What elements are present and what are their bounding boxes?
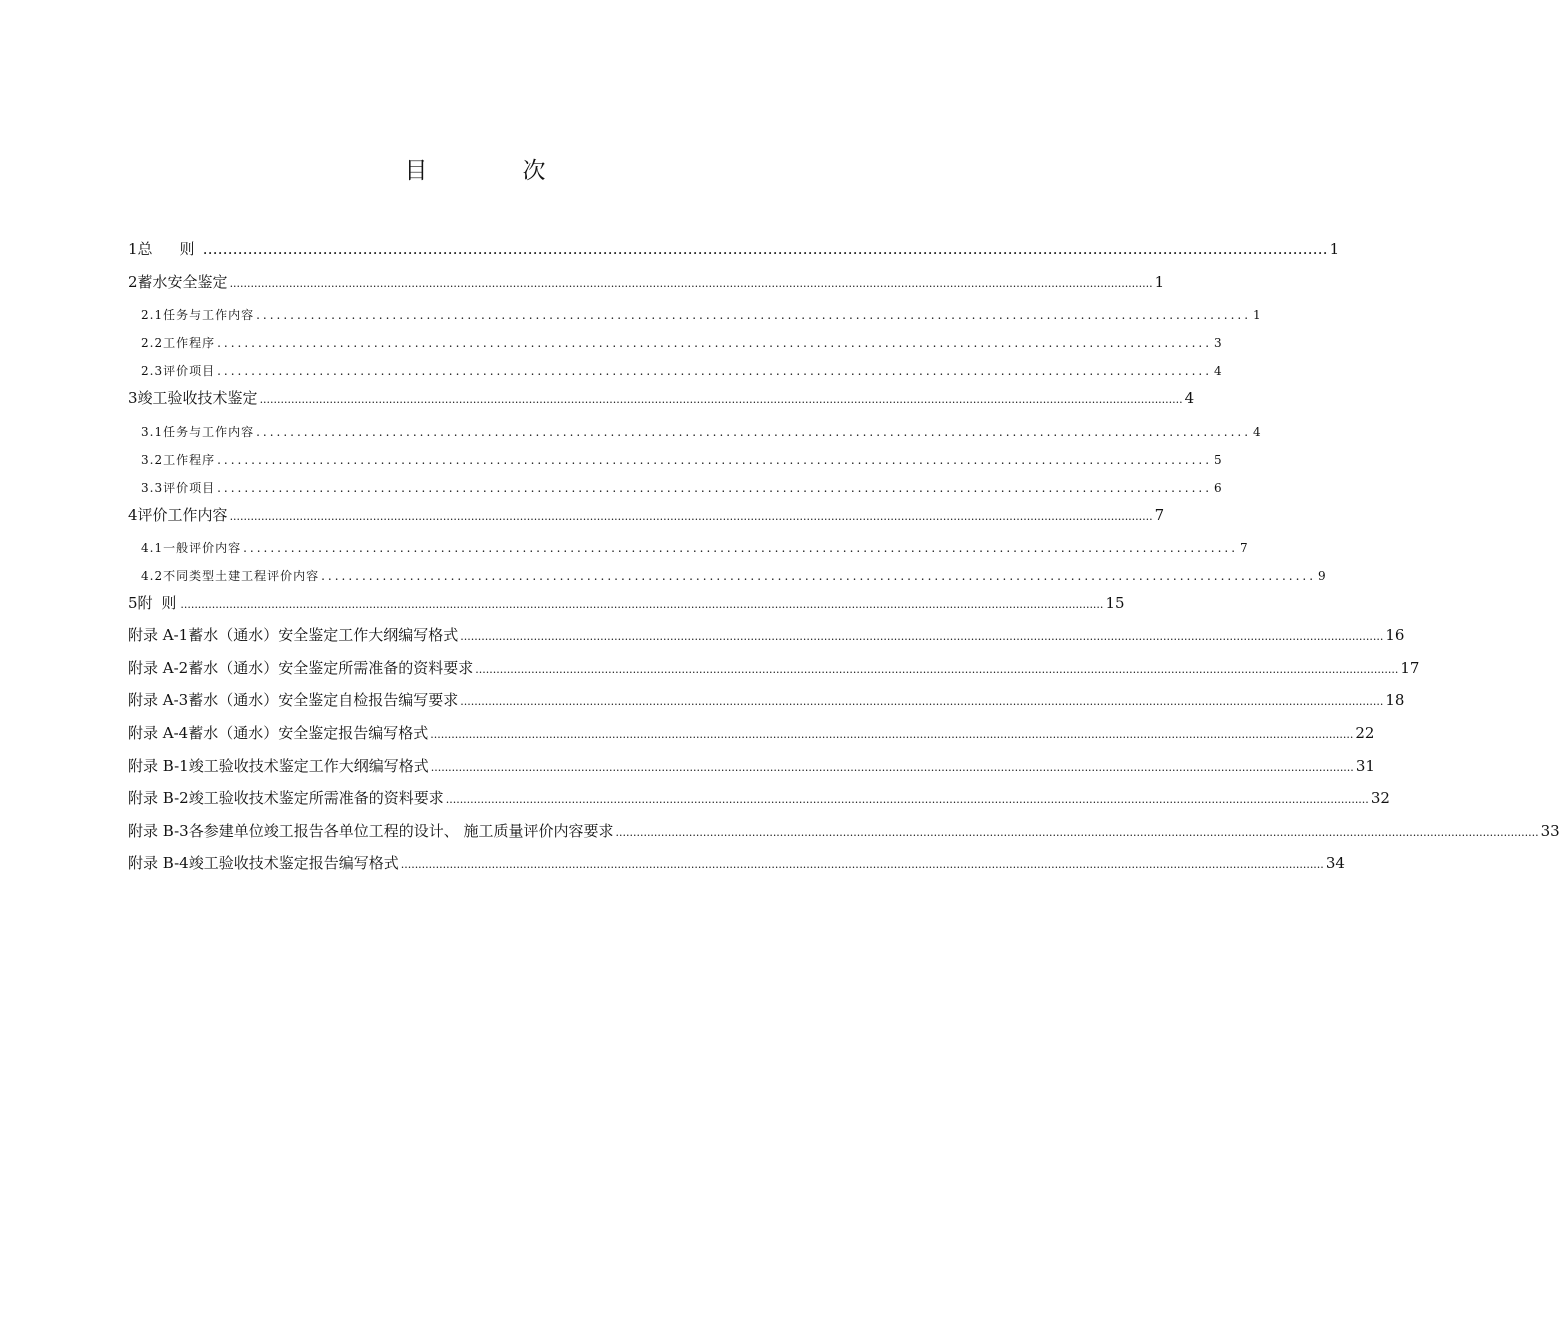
dot-leader: ........................................................................................................................................................................................................................................................................ [475,663,1399,676]
toc-entry-title: 评价项目 [163,481,216,495]
toc-entry-title: 竣工验收技术鉴定工作大纲编写格式 [188,757,429,775]
page-title: 目 次 [404,158,582,184]
toc-entry-number: 4 [128,506,138,524]
toc-entry-number: 2.1 [141,308,164,322]
dot-leader: .................................................................................................................................................. [217,481,1213,495]
dot-leader: ........................................................................................................................................................................................................................................................................ [229,277,1153,290]
toc-entry-title: 蓄水（通水）安全鉴定所需准备的资料要求 [188,659,474,677]
toc-entry-page: 4 [1184,389,1195,407]
toc-entry-title: 蓄水（通水）安全鉴定工作大纲编写格式 [188,626,459,644]
toc-entry-title: 竣工验收技术鉴定所需准备的资料要求 [188,789,444,807]
dot-leader: .................................................................................................................................................. [256,308,1252,322]
toc-entry-4[interactable] [128,504,1165,526]
toc-entry-title: 不同类型土建工程评价内容 [163,569,320,583]
toc-entry-1[interactable] [128,238,1340,260]
toc-entry-number: 5 [128,594,138,612]
toc-entry-appendix-a4[interactable] [128,722,1375,744]
toc-entry-page: 15 [1105,594,1125,612]
toc-entry-page: 9 [1318,569,1327,583]
toc-entry-number: 附录 A-3 [128,691,189,709]
toc-entry-title: 蓄水安全鉴定 [137,273,228,291]
toc-entry-number: 附录 B-1 [128,757,189,775]
toc-entry-page: 1 [1253,308,1262,322]
toc-entry-page: 6 [1214,481,1223,495]
toc-entry-3-1[interactable] [141,423,1262,441]
toc-entry-4-1[interactable] [141,539,1249,557]
toc-entry-2-2[interactable] [141,334,1223,352]
toc-entry-5[interactable] [128,592,1125,614]
dot-leader: .................................................................................................................................................. [217,453,1213,467]
toc-entry-number: 附录 A-4 [128,724,189,742]
toc-entry-page: 5 [1214,453,1223,467]
toc-entry-title: 蓄水（通水）安全鉴定报告编写格式 [188,724,429,742]
toc-entry-title: 任务与工作内容 [163,308,255,322]
dot-leader: ........................................................................................................................................................................................................................................................................ [430,728,1354,741]
toc-entry-page: 34 [1325,854,1345,872]
dot-leader: ........................................................................................................................................................................................................................................................................ [259,393,1183,406]
dot-leader: .................................................................................................................................................. [217,364,1213,378]
toc-entry-3[interactable] [128,387,1195,409]
toc-entry-number: 3.1 [141,425,164,439]
toc-entry-title: 总 则 [137,240,201,258]
toc-entry-number: 附录 A-1 [128,626,189,644]
toc-entry-appendix-a3[interactable] [128,689,1405,711]
toc-entry-number: 附录 B-2 [128,789,189,807]
toc-entry-title: 工作程序 [163,453,216,467]
toc-entry-page: 32 [1370,789,1390,807]
toc-entry-page: 1 [1154,273,1165,291]
dot-leader: ........................................................................................................................................................................................................................................................................ [445,793,1369,806]
toc-entry-number: 附录 A-2 [128,659,189,677]
dot-leader: ........................................................................................................................................................................................................................................................................ [460,695,1384,708]
toc-entry-title: 各参建单位竣工报告各单位工程的设计、 施工质量评价内容要求 [188,822,614,840]
toc-entry-appendix-b3[interactable] [128,820,1560,842]
toc-entry-page: 3 [1214,336,1223,350]
toc-entry-title: 一般评价内容 [163,541,242,555]
toc-entry-number: 附录 B-3 [128,822,189,840]
toc-entry-title: 附 则 [137,594,179,612]
toc-entry-page: 4 [1214,364,1223,378]
toc-entry-number: 2.2 [141,336,164,350]
toc-entry-appendix-a2[interactable] [128,657,1420,679]
toc-entry-number: 2 [128,273,138,291]
toc-entry-number: 4.1 [141,541,164,555]
dot-leader: .................................................................................................................................................. [256,425,1252,439]
dot-leader: .................................................................................................................................................. [217,336,1213,350]
dot-leader: ……………………………………………………………………………………………………………………………………………………………………………………………………… [202,240,1328,258]
toc-entry-number: 2.3 [141,364,164,378]
toc-entry-3-3[interactable] [141,479,1223,497]
toc-entry-number: 4.2 [141,569,164,583]
toc-entry-2[interactable] [128,271,1165,293]
toc-entry-number: 附录 B-4 [128,854,189,872]
dot-leader: ........................................................................................................................................................................................................................................................................ [400,858,1324,871]
toc-entry-4-2[interactable] [141,567,1327,585]
dot-leader: ........................................................................................................................................................................................................................................................................ [229,510,1153,523]
toc-entry-appendix-b4[interactable] [128,852,1345,874]
toc-entry-page: 18 [1385,691,1405,709]
toc-entry-appendix-b2[interactable] [128,787,1390,809]
toc-entry-page: 31 [1355,757,1375,775]
toc-entry-appendix-b1[interactable] [128,755,1375,777]
toc-entry-page: 4 [1253,425,1262,439]
toc-entry-2-1[interactable] [141,306,1262,324]
toc-entry-page: 33 [1540,822,1560,840]
dot-leader: .................................................................................................................................................. [321,569,1317,583]
toc-entry-number: 3.3 [141,481,164,495]
toc-entry-title: 蓄水（通水）安全鉴定自检报告编写要求 [188,691,459,709]
toc-entry-title: 竣工验收技术鉴定 [137,389,258,407]
toc-entry-number: 3.2 [141,453,164,467]
toc-entry-page: 7 [1240,541,1249,555]
toc-entry-page: 1 [1329,240,1340,258]
dot-leader: ........................................................................................................................................................................................................................................................................ [615,826,1539,839]
toc-entry-page: 22 [1355,724,1375,742]
toc-entry-2-3[interactable] [141,362,1223,380]
dot-leader: .................................................................................................................................................. [243,541,1239,555]
toc-entry-title: 工作程序 [163,336,216,350]
toc-entry-number: 1 [128,240,138,258]
dot-leader: ........................................................................................................................................................................................................................................................................ [430,761,1354,774]
toc-entry-page: 7 [1154,506,1165,524]
dot-leader: ........................................................................................................................................................................................................................................................................ [460,630,1384,643]
toc-entry-title: 任务与工作内容 [163,425,255,439]
toc-entry-title: 评价工作内容 [137,506,228,524]
toc-entry-3-2[interactable] [141,451,1223,469]
toc-entry-title: 竣工验收技术鉴定报告编写格式 [188,854,399,872]
toc-entry-title: 评价项目 [163,364,216,378]
toc-entry-page: 16 [1385,626,1405,644]
toc-entry-number: 3 [128,389,138,407]
toc-entry-appendix-a1[interactable] [128,624,1405,646]
dot-leader: ........................................................................................................................................................................................................................................................................ [180,598,1104,611]
toc-entry-page: 17 [1400,659,1420,677]
